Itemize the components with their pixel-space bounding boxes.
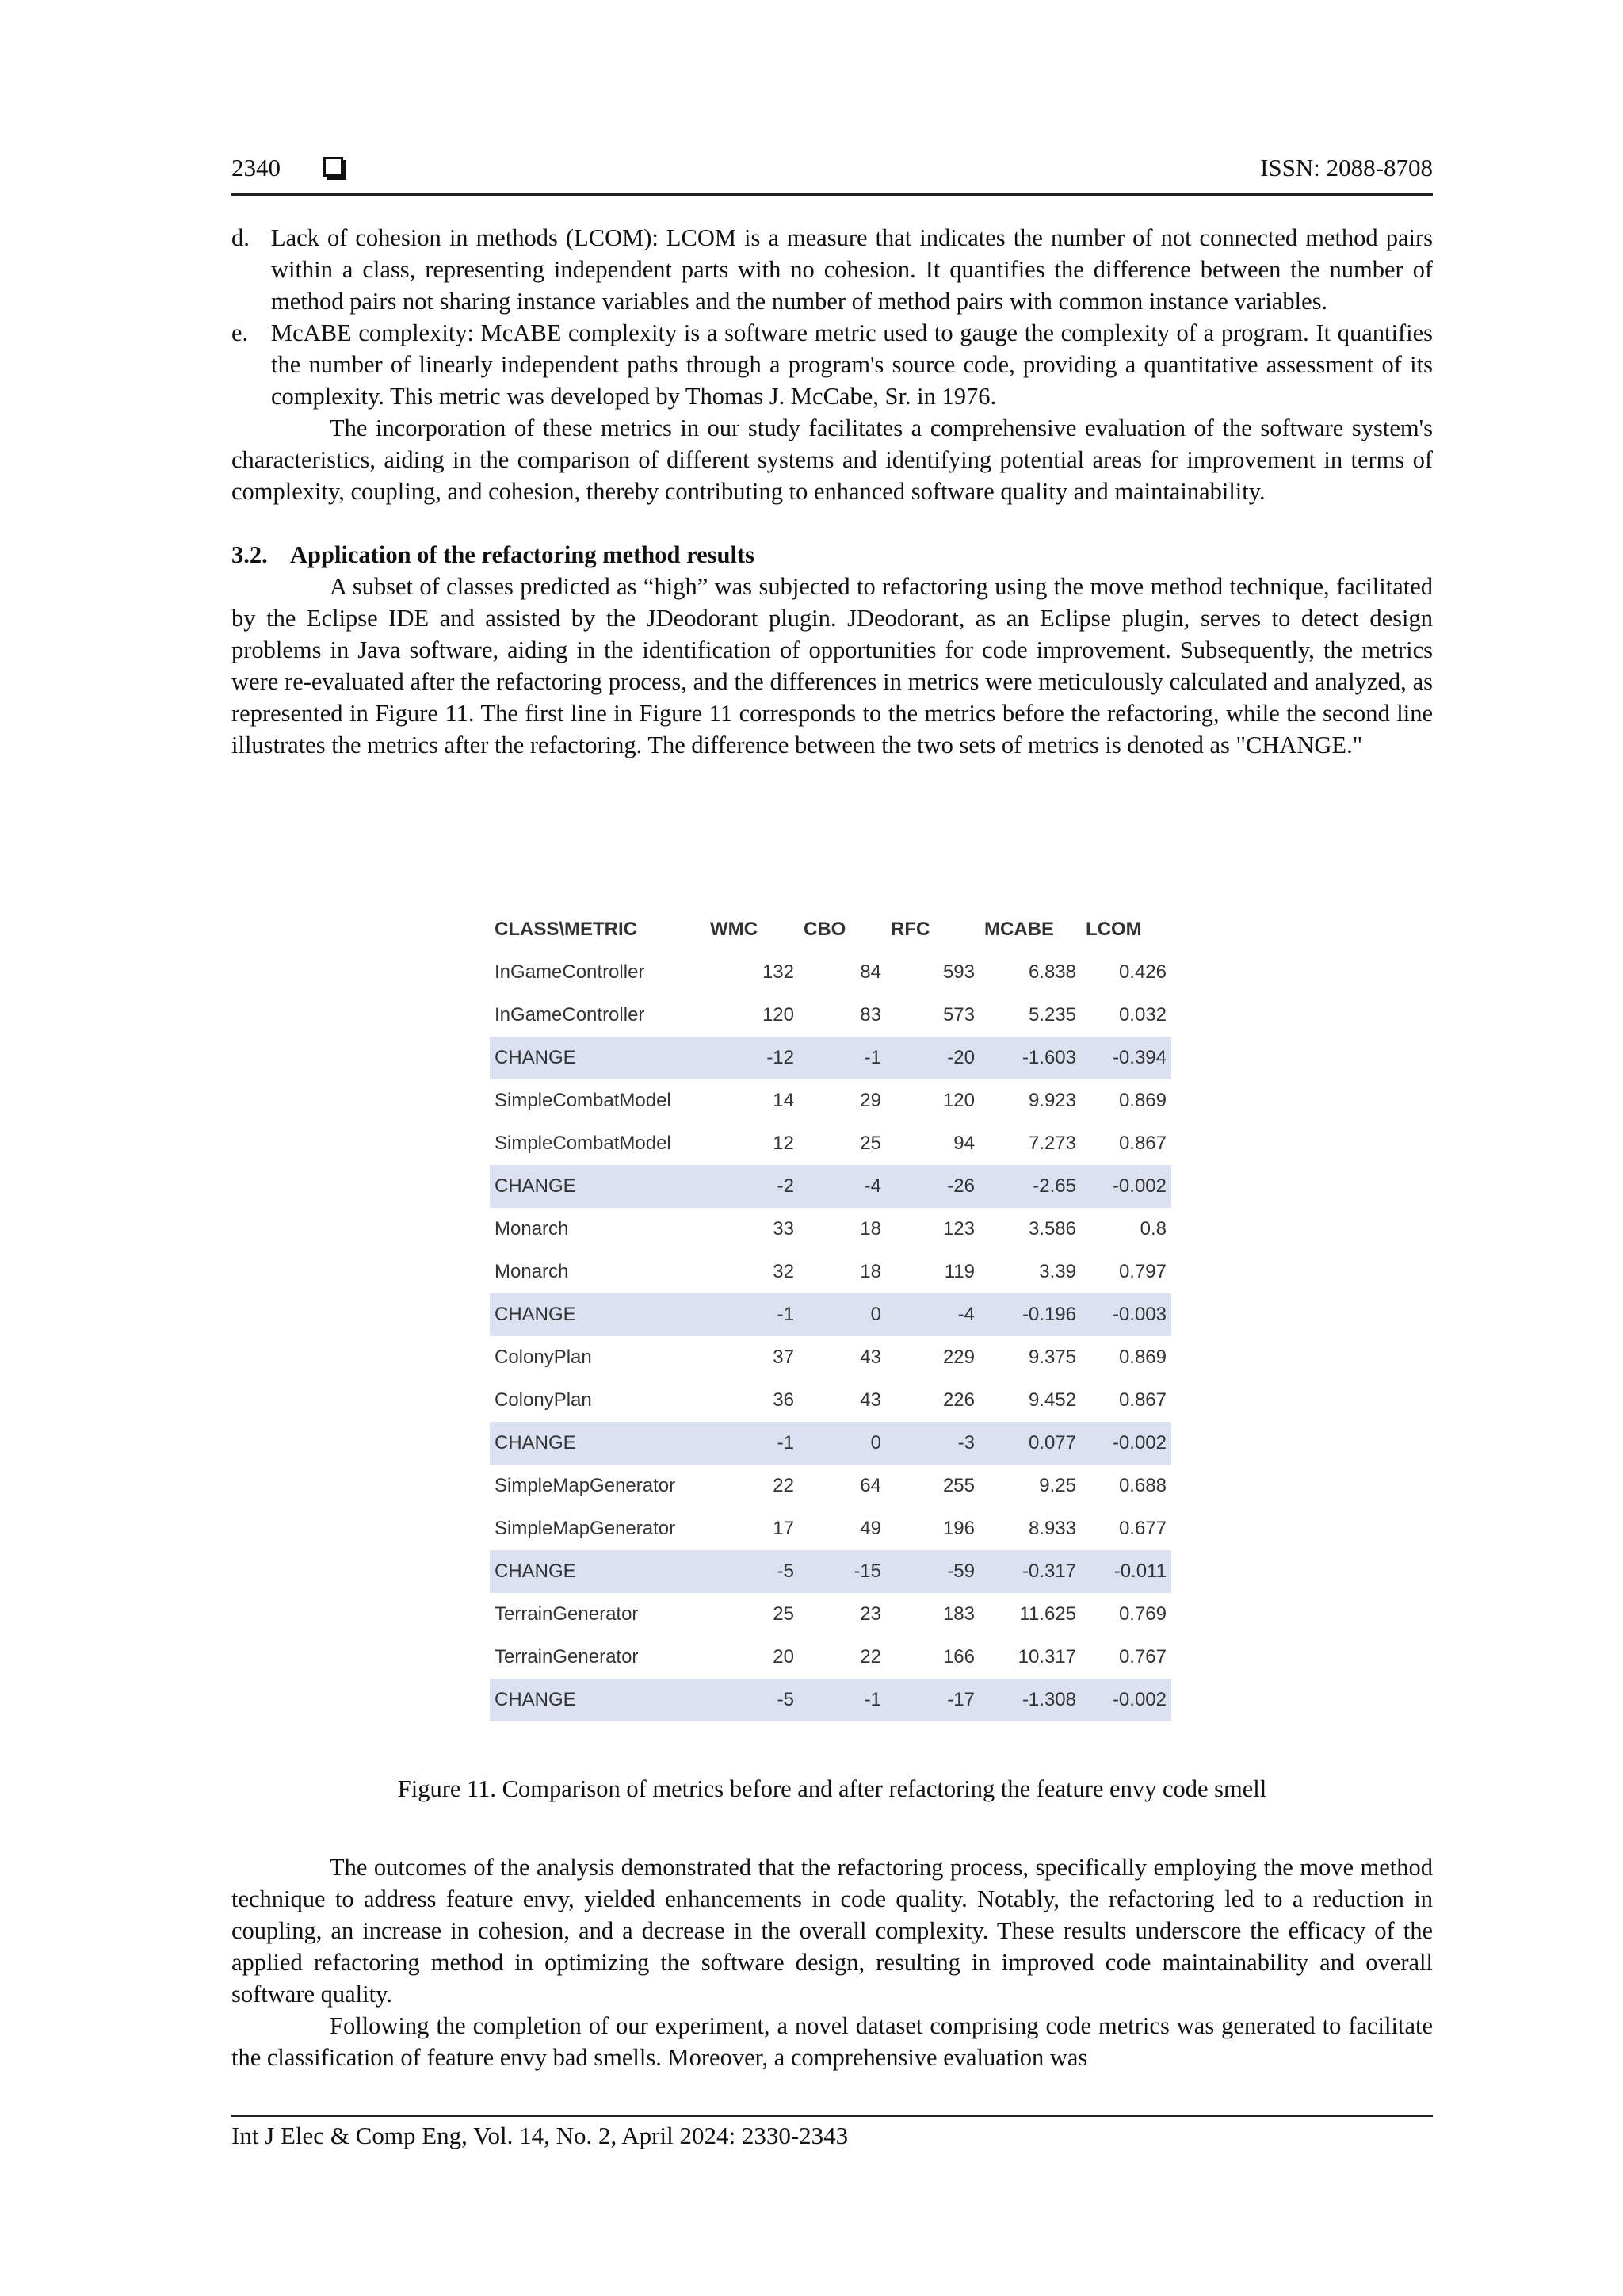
cell-cbo: -1 xyxy=(799,1037,886,1079)
table-row xyxy=(490,1079,1171,1122)
cell-cbo: 49 xyxy=(860,1518,881,1539)
cell-wmc: 14 xyxy=(773,1090,794,1111)
cell-mcabe: -1.308 xyxy=(980,1679,1081,1721)
cell-lcom: -0.394 xyxy=(1081,1037,1171,1079)
cell-rfc: 183 xyxy=(942,1603,975,1625)
cell-wmc: -1 xyxy=(705,1293,799,1336)
cell-class: SimpleCombatModel xyxy=(495,1133,671,1154)
list-item-lcom xyxy=(231,222,1433,317)
cell-mcabe: -0.317 xyxy=(980,1550,1081,1593)
section-heading xyxy=(231,539,1433,571)
cell-lcom: 0.797 xyxy=(1118,1261,1167,1282)
cell-class: CHANGE xyxy=(490,1037,705,1079)
cell-rfc: 196 xyxy=(942,1518,975,1539)
list-marker: d. xyxy=(231,224,250,251)
cell-class: TerrainGenerator xyxy=(495,1603,639,1625)
top-text-block xyxy=(231,222,1433,761)
cell-rfc: -59 xyxy=(886,1550,980,1593)
cell-wmc: 37 xyxy=(773,1347,794,1368)
cell-wmc: -1 xyxy=(705,1422,799,1465)
section-title: Application of the refactoring method results xyxy=(290,541,754,568)
checkbox-square-icon xyxy=(323,157,343,177)
cell-class: ColonyPlan xyxy=(495,1389,592,1411)
table-row-change xyxy=(490,1037,1171,1079)
cell-lcom: 0.8 xyxy=(1140,1218,1167,1240)
cell-cbo: 23 xyxy=(860,1603,881,1625)
cell-rfc: -26 xyxy=(886,1165,980,1208)
cell-class: CHANGE xyxy=(490,1165,705,1208)
cell-mcabe: 8.933 xyxy=(1028,1518,1076,1539)
cell-lcom: 0.869 xyxy=(1118,1347,1167,1368)
header-class-metric: CLASS\METRIC xyxy=(495,919,637,940)
cell-class: ColonyPlan xyxy=(495,1347,592,1368)
cell-wmc: 33 xyxy=(773,1218,794,1240)
table-row xyxy=(490,1507,1171,1550)
cell-wmc: 20 xyxy=(773,1646,794,1668)
cell-lcom: 0.677 xyxy=(1118,1518,1167,1539)
cell-lcom: 0.032 xyxy=(1118,1004,1167,1026)
cell-lcom: -0.002 xyxy=(1081,1422,1171,1465)
cell-cbo: 84 xyxy=(860,961,881,983)
figure-11-table xyxy=(490,908,1171,1721)
cell-lcom: 0.869 xyxy=(1118,1090,1167,1111)
cell-lcom: 0.688 xyxy=(1118,1475,1167,1496)
paragraph-outcomes: The outcomes of the analysis demonstrated that the refactoring process, specifically employing the move method technique to address feature envy, yielded enhancements in code quality. Notably, the refactoring led to a reduction in coupling, an increase in cohesion, and a decrease in the overall complexity. These results underscore the efficacy of the applied refactoring method in optimizing the software design, resulting in improved code maintainability and overall software quality. xyxy=(231,1854,1433,2008)
table-row xyxy=(490,1593,1171,1636)
cell-class: CHANGE xyxy=(490,1293,705,1336)
cell-lcom: 0.867 xyxy=(1118,1133,1167,1154)
cell-wmc: 25 xyxy=(773,1603,794,1625)
cell-cbo: 25 xyxy=(860,1133,881,1154)
table-row-change xyxy=(490,1422,1171,1465)
cell-mcabe: 6.838 xyxy=(1028,961,1076,983)
list-item-text: McABE complexity: McABE complexity is a software metric used to gauge the complexity of a program. It quantifies the number of linearly independent paths through a program's source code, providing a quantitative assessment of its complexity. This metric was developed by Thomas J. McCabe, Sr. in 1976. xyxy=(271,319,1433,410)
cell-cbo: -1 xyxy=(799,1679,886,1721)
cell-mcabe: 9.923 xyxy=(1028,1090,1076,1111)
cell-rfc: 123 xyxy=(942,1218,975,1240)
header-cbo: CBO xyxy=(804,919,846,940)
cell-mcabe: -0.196 xyxy=(980,1293,1081,1336)
cell-cbo: 22 xyxy=(860,1646,881,1668)
cell-wmc: -2 xyxy=(705,1165,799,1208)
cell-class: InGameController xyxy=(495,1004,645,1026)
cell-rfc: -4 xyxy=(886,1293,980,1336)
table-row-change xyxy=(490,1679,1171,1721)
cell-cbo: 43 xyxy=(860,1389,881,1411)
table-row xyxy=(490,994,1171,1037)
table-row-change xyxy=(490,1550,1171,1593)
cell-cbo: 29 xyxy=(860,1090,881,1111)
list-marker: e. xyxy=(231,319,249,346)
cell-wmc: 22 xyxy=(773,1475,794,1496)
cell-rfc: 229 xyxy=(942,1347,975,1368)
table-row xyxy=(490,1636,1171,1679)
table-row xyxy=(490,1379,1171,1422)
cell-rfc: 255 xyxy=(942,1475,975,1496)
cell-wmc: -5 xyxy=(705,1550,799,1593)
figure-caption: Figure 11. Comparison of metrics before and after refactoring the feature envy code smell xyxy=(397,1775,1267,1802)
cell-lcom: -0.002 xyxy=(1081,1679,1171,1721)
cell-rfc: 226 xyxy=(942,1389,975,1411)
table-row xyxy=(490,1251,1171,1293)
table-row-change xyxy=(490,1165,1171,1208)
paragraph-incorporation: The incorporation of these metrics in our study facilitates a comprehensive evaluation of the software system's characteristics, aiding in the comparison of different systems and identifying potential areas for improvement in terms of complexity, coupling, and cohesion, thereby contributing to enhanced software quality and maintainability. xyxy=(231,415,1433,505)
cell-mcabe: 9.375 xyxy=(1028,1347,1076,1368)
cell-wmc: 132 xyxy=(762,961,794,983)
header-lcom: LCOM xyxy=(1086,919,1142,940)
cell-cbo: 0 xyxy=(799,1422,886,1465)
cell-lcom: -0.003 xyxy=(1081,1293,1171,1336)
table-row xyxy=(490,951,1171,994)
cell-mcabe: 3.586 xyxy=(1028,1218,1076,1240)
cell-wmc: 17 xyxy=(773,1518,794,1539)
table-row xyxy=(490,1122,1171,1165)
cell-mcabe: 7.273 xyxy=(1028,1133,1076,1154)
cell-class: Monarch xyxy=(495,1218,569,1240)
table-row xyxy=(490,1336,1171,1379)
cell-mcabe: 0.077 xyxy=(980,1422,1081,1465)
header-mcabe: MCABE xyxy=(984,919,1054,940)
cell-rfc: 119 xyxy=(944,1261,975,1282)
cell-wmc: -12 xyxy=(705,1037,799,1079)
list-item-text: Lack of cohesion in methods (LCOM): LCOM is a measure that indicates the number of not connected method pairs within a class, representing independent parts with no cohesion. It quantifies the difference between the number of method pairs not sharing instance variables and the number of method pairs with common instance variables. xyxy=(271,224,1433,315)
cell-lcom: 0.426 xyxy=(1118,961,1167,983)
cell-cbo: 18 xyxy=(860,1218,881,1240)
cell-mcabe: 9.25 xyxy=(1039,1475,1076,1496)
cell-rfc: 120 xyxy=(942,1090,975,1111)
page-footer xyxy=(231,2115,1433,2150)
cell-lcom: 0.767 xyxy=(1118,1646,1167,1668)
table-body xyxy=(490,951,1171,1721)
cell-class: CHANGE xyxy=(490,1679,705,1721)
cell-wmc: -5 xyxy=(705,1679,799,1721)
cell-class: InGameController xyxy=(495,961,645,983)
cell-rfc: 166 xyxy=(942,1646,975,1668)
cell-rfc: -17 xyxy=(886,1679,980,1721)
cell-cbo: 64 xyxy=(860,1475,881,1496)
header-rfc: RFC xyxy=(891,919,930,940)
table-row xyxy=(490,1465,1171,1507)
cell-rfc: 94 xyxy=(953,1133,975,1154)
cell-class: SimpleCombatModel xyxy=(495,1090,671,1111)
paragraph-following: Following the completion of our experiment, a novel dataset comprising code metrics was generated to facilitate the classification of feature envy bad smells. Moreover, a comprehensive evaluation was xyxy=(231,2012,1433,2071)
cell-rfc: -3 xyxy=(886,1422,980,1465)
footer-citation: Int J Elec & Comp Eng, Vol. 14, No. 2, April 2024: 2330-2343 xyxy=(231,2122,849,2149)
cell-cbo: 83 xyxy=(860,1004,881,1026)
cell-lcom: 0.769 xyxy=(1118,1603,1167,1625)
cell-cbo: 43 xyxy=(860,1347,881,1368)
cell-wmc: 32 xyxy=(773,1261,794,1282)
cell-mcabe: 5.235 xyxy=(1028,1004,1076,1026)
table-row-change xyxy=(490,1293,1171,1336)
cell-mcabe: -1.603 xyxy=(980,1037,1081,1079)
cell-class: CHANGE xyxy=(490,1550,705,1593)
cell-mcabe: 10.317 xyxy=(1018,1646,1076,1668)
cell-mcabe: -2.65 xyxy=(980,1165,1081,1208)
page-header xyxy=(231,154,1433,196)
cell-class: SimpleMapGenerator xyxy=(495,1475,676,1496)
paragraph-refactoring: A subset of classes predicted as “high” was subjected to refactoring using the move method technique, facilitated by the Eclipse IDE and assisted by the JDeodorant plugin. JDeodorant, as an Eclipse plugin, serves to detect design problems in Java software, aiding in the identification of opportunities for code improvement. Subsequently, the metrics were re-evaluated after the refactoring process, and the differences in metrics were meticulously calculated and analyzed, as represented in Figure 11. The first line in Figure 11 corresponds to the metrics before the refactoring, while the second line illustrates the metrics after the refactoring. The difference between the two sets of metrics is denoted as "CHANGE." xyxy=(231,573,1433,758)
table-header-row xyxy=(490,908,1171,951)
table-row xyxy=(490,1208,1171,1251)
issn-label: ISSN: 2088-8708 xyxy=(1260,154,1433,181)
cell-cbo: -15 xyxy=(799,1550,886,1593)
cell-mcabe: 9.452 xyxy=(1028,1389,1076,1411)
cell-lcom: 0.867 xyxy=(1118,1389,1167,1411)
cell-rfc: -20 xyxy=(886,1037,980,1079)
list-item-mcabe xyxy=(231,317,1433,412)
cell-class: CHANGE xyxy=(490,1422,705,1465)
cell-cbo: 0 xyxy=(799,1293,886,1336)
cell-class: Monarch xyxy=(495,1261,569,1282)
cell-lcom: -0.002 xyxy=(1081,1165,1171,1208)
cell-rfc: 573 xyxy=(942,1004,975,1026)
cell-wmc: 120 xyxy=(762,1004,794,1026)
page-number: 2340 xyxy=(231,154,281,181)
header-wmc: WMC xyxy=(710,919,758,940)
cell-cbo: 18 xyxy=(860,1261,881,1282)
cell-cbo: -4 xyxy=(799,1165,886,1208)
section-number: 3.2. xyxy=(231,541,268,568)
cell-class: TerrainGenerator xyxy=(495,1646,639,1668)
cell-class: SimpleMapGenerator xyxy=(495,1518,676,1539)
cell-mcabe: 11.625 xyxy=(1019,1603,1076,1625)
cell-mcabe: 3.39 xyxy=(1039,1261,1076,1282)
cell-wmc: 12 xyxy=(773,1133,794,1154)
cell-wmc: 36 xyxy=(773,1389,794,1411)
cell-lcom: -0.011 xyxy=(1081,1550,1171,1593)
bottom-text-block xyxy=(231,1851,1433,2073)
cell-rfc: 593 xyxy=(942,961,975,983)
